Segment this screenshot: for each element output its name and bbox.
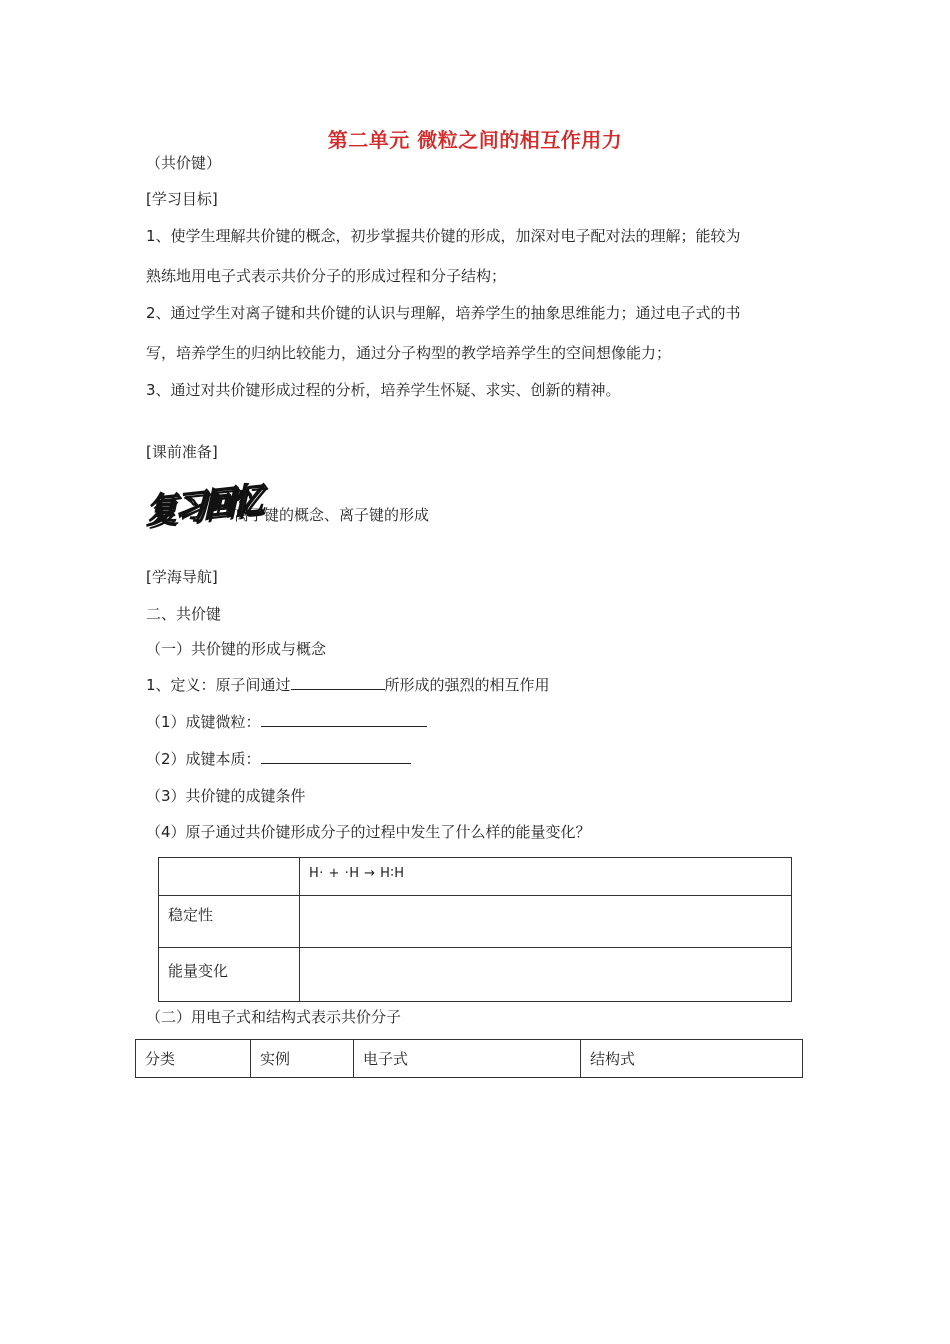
- objective-3: 3、通过对共价键形成过程的分析，培养学生怀疑、求实、创新的精神。: [146, 381, 621, 399]
- subsection-formation: （一）共价键的形成与概念: [146, 640, 327, 658]
- header-example: 实例: [251, 1040, 354, 1078]
- bond-equation: H· + ·H → H∶H: [300, 858, 792, 896]
- question-2-line: [146, 748, 411, 769]
- page-title: 第二单元 微粒之间的相互作用力: [327, 128, 623, 152]
- question-3: （3）共价键的成键条件: [146, 787, 306, 805]
- review-text: 离子键的概念、离子键的形成: [234, 506, 430, 524]
- energy-change-label: 能量变化: [159, 948, 300, 1002]
- question-2: （2）成键本质：: [146, 750, 261, 768]
- question-4: （4）原子通过共价键形成分子的过程中发生了什么样的能量变化？: [146, 823, 591, 841]
- energy-change-answer[interactable]: [300, 948, 792, 1002]
- question-1: （1）成键微粒：: [146, 713, 261, 731]
- subsection-electron-formula: （二）用电子式和结构式表示共价分子: [146, 1008, 402, 1026]
- energy-table: [158, 857, 792, 1002]
- header-category: 分类: [136, 1040, 251, 1078]
- definition-prefix: 1、定义：原子间通过: [146, 676, 291, 694]
- question-1-line: [146, 711, 427, 732]
- subtitle: （共价键）: [146, 154, 222, 172]
- objective-2-line-2: 写，培养学生的归纳比较能力，通过分子构型的教学培养学生的空间想像能力；: [146, 344, 672, 362]
- preparation-heading: [课前准备]: [146, 443, 218, 461]
- section-covalent-bond: 二、共价键: [146, 605, 222, 623]
- stability-answer[interactable]: [300, 896, 792, 948]
- review-wordart: 复习回忆: [146, 479, 262, 532]
- header-electron-formula: 电子式: [354, 1040, 581, 1078]
- question-2-blank[interactable]: [261, 749, 411, 764]
- objective-2-line-1: 2、通过学生对离子键和共价键的认识与理解，培养学生的抽象思维能力；通过电子式的书: [146, 304, 741, 322]
- definition-line: [146, 674, 550, 695]
- molecule-table: [135, 1039, 803, 1078]
- guide-heading: [学海导航]: [146, 568, 218, 586]
- objective-1-line-1: 1、使学生理解共价键的概念，初步掌握共价键的形成，加深对电子配对法的理解；能较为: [146, 227, 741, 245]
- objectives-heading: [学习目标]: [146, 190, 218, 208]
- objective-1-line-2: 熟练地用电子式表示共价分子的形成过程和分子结构；: [146, 267, 507, 285]
- energy-table-corner: [159, 858, 300, 896]
- header-structural-formula: 结构式: [581, 1040, 803, 1078]
- definition-blank[interactable]: [291, 675, 385, 690]
- stability-label: 稳定性: [159, 896, 300, 948]
- question-1-blank[interactable]: [261, 712, 427, 727]
- definition-suffix: 所形成的强烈的相互作用: [384, 676, 550, 694]
